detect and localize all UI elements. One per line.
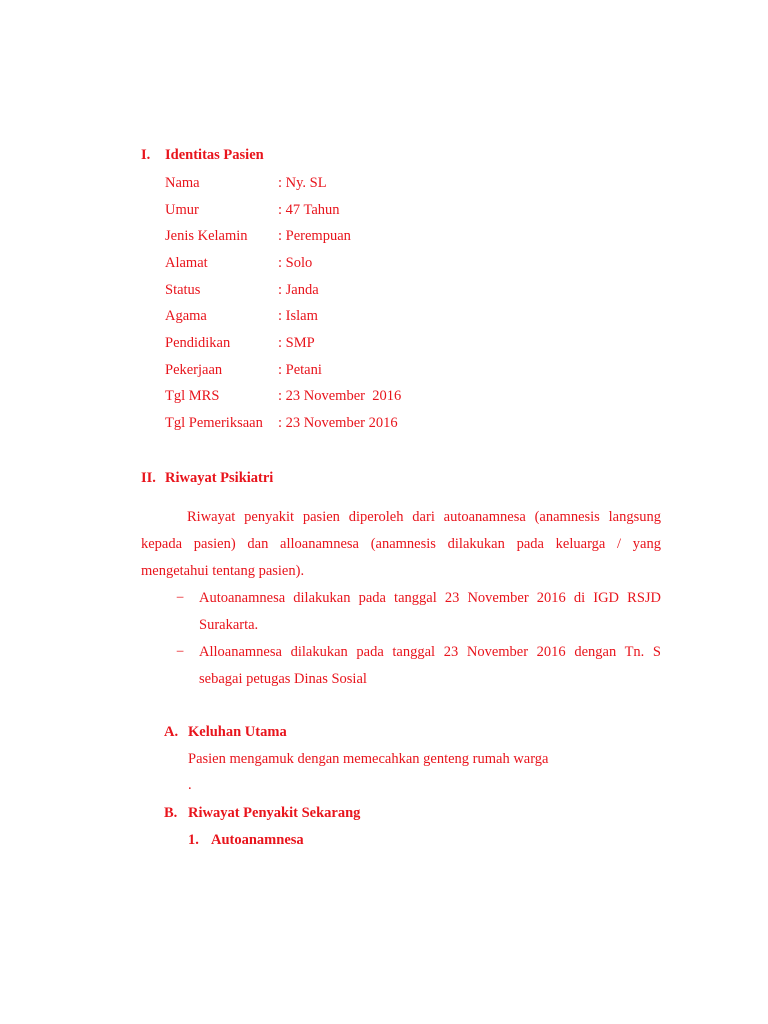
field-value: : Islam <box>278 308 318 324</box>
subsection-letter: A. <box>164 724 179 740</box>
item-number: 1. <box>188 832 199 848</box>
trailing-period: . <box>188 777 192 793</box>
field-value: : 23 November 2016 <box>278 415 398 431</box>
bullet-line: Alloanamnesa dilakukan pada tanggal 23 November 2016 dengan Tn. S <box>199 644 661 660</box>
field-value: : Petani <box>278 362 322 378</box>
dash-bullet: − <box>176 590 185 606</box>
field-label: Tgl MRS <box>165 388 220 404</box>
section-numeral: II. <box>141 470 156 486</box>
section-numeral: I. <box>141 147 151 163</box>
dash-bullet: − <box>176 644 185 660</box>
paragraph-line: Riwayat penyakit pasien diperoleh dari autoanamnesa (anamnesis langsung <box>187 509 661 525</box>
field-value: : Janda <box>278 282 319 298</box>
subsection-title: Keluhan Utama <box>188 724 287 740</box>
complaint-text: Pasien mengamuk dengan memecahkan genteng rumah warga <box>188 751 549 767</box>
section-title: Identitas Pasien <box>165 147 264 163</box>
bullet-line: Autoanamnesa dilakukan pada tanggal 23 November 2016 di IGD RSJD <box>199 590 661 606</box>
bullet-line: sebagai petugas Dinas Sosial <box>199 671 367 687</box>
paragraph-line: kepada pasien) dan alloanamnesa (anamnesis dilakukan pada keluarga / yang <box>141 536 661 552</box>
field-value: : Ny. SL <box>278 175 327 191</box>
field-label: Umur <box>165 202 199 218</box>
field-label: Nama <box>165 175 200 191</box>
field-label: Alamat <box>165 255 208 271</box>
bullet-line: Surakarta. <box>199 617 259 633</box>
subsection-letter: B. <box>164 805 178 821</box>
field-label: Tgl Pemeriksaan <box>165 415 263 431</box>
paragraph-line: mengetahui tentang pasien). <box>141 563 305 579</box>
field-value: : SMP <box>278 335 315 351</box>
section-title: Riwayat Psikiatri <box>165 470 274 486</box>
field-value: : 23 November 2016 <box>278 388 402 404</box>
item-title: Autoanamnesa <box>211 832 304 848</box>
field-label: Jenis Kelamin <box>165 228 248 244</box>
field-value: : 47 Tahun <box>278 202 340 218</box>
field-label: Agama <box>165 308 207 324</box>
field-label: Pekerjaan <box>165 362 223 378</box>
field-label: Pendidikan <box>165 335 231 351</box>
subsection-title: Riwayat Penyakit Sekarang <box>188 805 361 821</box>
field-value: : Solo <box>278 255 313 271</box>
field-label: Status <box>165 282 201 298</box>
field-value: : Perempuan <box>278 228 351 244</box>
